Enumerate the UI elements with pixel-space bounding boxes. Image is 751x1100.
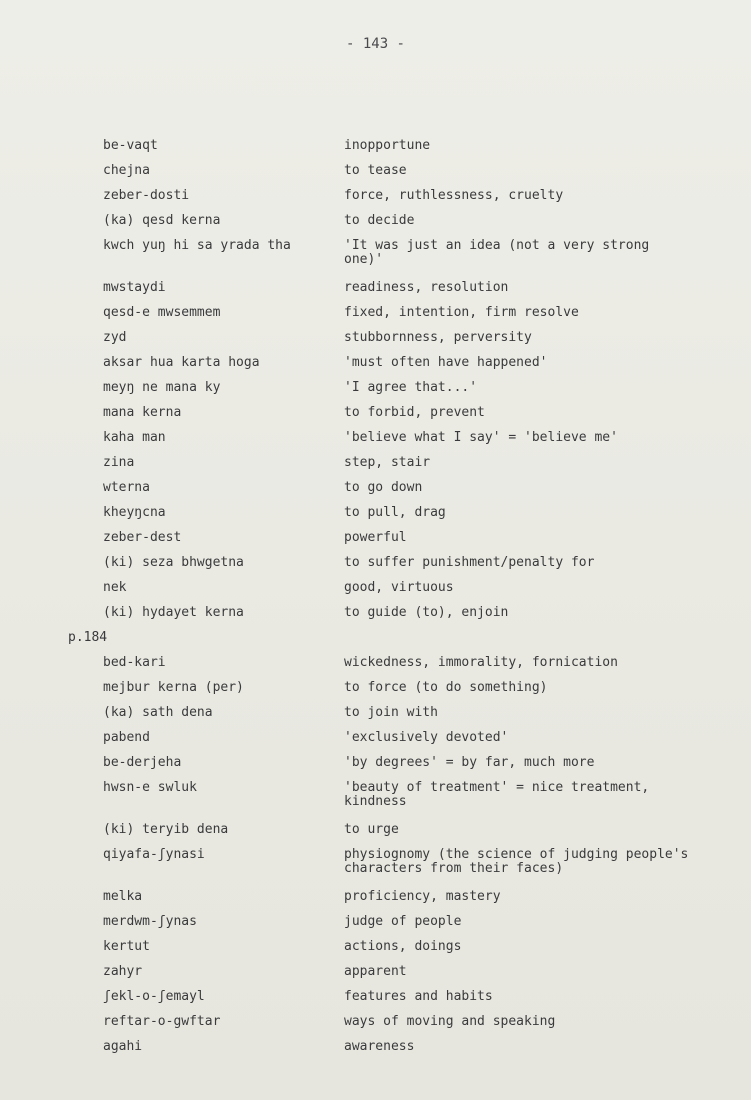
entry-term: chejna xyxy=(103,163,150,178)
glossary-entry xyxy=(0,379,751,404)
entry-gloss: ways of moving and speaking xyxy=(344,1014,556,1029)
glossary-entry xyxy=(0,679,751,704)
entry-gloss: 'exclusively devoted' xyxy=(344,730,509,745)
entry-gloss: to suffer punishment/penalty for xyxy=(344,555,595,570)
entry-term: qiyafa-ʃynasi xyxy=(103,847,205,862)
glossary-entry xyxy=(0,162,751,187)
glossary-entry xyxy=(0,304,751,329)
glossary-entry xyxy=(0,729,751,754)
glossary-entry xyxy=(0,913,751,938)
glossary-entry xyxy=(0,404,751,429)
glossary-entry xyxy=(0,187,751,212)
entry-term: melka xyxy=(103,889,143,904)
glossary-entry xyxy=(0,754,751,779)
entry-gloss: good, virtuous xyxy=(344,580,454,595)
entry-gloss: 'believe what I say' = 'believe me' xyxy=(344,430,618,445)
entry-gloss: 'It was just an idea (not a very strong one)' xyxy=(344,238,650,267)
entry-term: bed-kari xyxy=(103,655,166,670)
entry-term: be-vaqt xyxy=(103,138,158,153)
entry-gloss: step, stair xyxy=(344,455,431,470)
entry-term: zyd xyxy=(103,330,127,345)
entry-gloss: to guide (to), enjoin xyxy=(344,605,509,620)
glossary-entry xyxy=(0,821,751,846)
entry-term: kheyŋcna xyxy=(103,505,166,520)
glossary-entry xyxy=(0,654,751,679)
glossary-entry xyxy=(0,779,751,821)
entry-term: (ka) sath dena xyxy=(103,705,213,720)
entry-term: nek xyxy=(103,580,127,595)
glossary-entry xyxy=(0,529,751,554)
entry-term: kaha man xyxy=(103,430,166,445)
entry-gloss: judge of people xyxy=(344,914,462,929)
entry-term: (ka) qesd kerna xyxy=(103,213,221,228)
entry-term: be-derjeha xyxy=(103,755,182,770)
entry-term: kwch yuŋ hi sa yrada tha xyxy=(103,238,291,253)
entry-gloss: to urge xyxy=(344,822,399,837)
entry-term: zeber-dosti xyxy=(103,188,190,203)
entry-term: wterna xyxy=(103,480,150,495)
page-number: - 143 - xyxy=(345,36,405,52)
entry-gloss: powerful xyxy=(344,530,407,545)
entry-gloss: readiness, resolution xyxy=(344,280,509,295)
glossary-entry xyxy=(0,704,751,729)
entry-term: zahyr xyxy=(103,964,143,979)
glossary-entry xyxy=(0,212,751,237)
entry-term: mwstaydi xyxy=(103,280,166,295)
entry-term: pabend xyxy=(103,730,150,745)
entry-term: merdwm-ʃynas xyxy=(103,914,197,929)
section-marker xyxy=(0,629,751,654)
entry-term: qesd-e mwsemmem xyxy=(103,305,221,320)
entry-term: (ki) hydayet kerna xyxy=(103,605,244,620)
entry-gloss: proficiency, mastery xyxy=(344,889,501,904)
entry-gloss: to forbid, prevent xyxy=(344,405,485,420)
glossary-entry xyxy=(0,554,751,579)
entry-term: (ki) seza bhwgetna xyxy=(103,555,244,570)
entry-term: kertut xyxy=(103,939,150,954)
entry-gloss: to pull, drag xyxy=(344,505,446,520)
glossary-entry xyxy=(0,846,751,888)
glossary-entry xyxy=(0,1038,751,1063)
entry-term: ʃekl-o-ʃemayl xyxy=(103,989,205,1004)
glossary-entry xyxy=(0,988,751,1013)
glossary-entry xyxy=(0,1013,751,1038)
entry-gloss: features and habits xyxy=(344,989,493,1004)
glossary-entry xyxy=(0,888,751,913)
glossary-entry xyxy=(0,454,751,479)
glossary-entry xyxy=(0,354,751,379)
entry-gloss: wickedness, immorality, fornication xyxy=(344,655,618,670)
glossary-entry xyxy=(0,963,751,988)
entry-term: (ki) teryib dena xyxy=(103,822,229,837)
entry-gloss: to tease xyxy=(344,163,407,178)
entry-gloss: to go down xyxy=(344,480,423,495)
entry-gloss: 'must often have happened' xyxy=(344,355,548,370)
entry-gloss: apparent xyxy=(344,964,407,979)
glossary-entry xyxy=(0,279,751,304)
entry-gloss: 'I agree that...' xyxy=(344,380,478,395)
glossary-entry xyxy=(0,579,751,604)
glossary-entry xyxy=(0,938,751,963)
glossary-entry xyxy=(0,137,751,162)
entry-gloss: force, ruthlessness, cruelty xyxy=(344,188,564,203)
entry-gloss: awareness xyxy=(344,1039,415,1054)
entry-gloss: inopportune xyxy=(344,138,431,153)
entry-gloss: 'by degrees' = by far, much more xyxy=(344,755,595,770)
entry-term: agahi xyxy=(103,1039,143,1054)
glossary-section-1 xyxy=(0,137,751,629)
entry-term: zeber-dest xyxy=(103,530,182,545)
glossary-list xyxy=(0,137,751,1063)
glossary-entry xyxy=(0,479,751,504)
entry-gloss: to force (to do something) xyxy=(344,680,548,695)
glossary-entry xyxy=(0,429,751,454)
glossary-entry xyxy=(0,604,751,629)
entry-gloss: to join with xyxy=(344,705,438,720)
entry-gloss: 'beauty of treatment' = nice treatment, kindness xyxy=(344,780,650,809)
entry-gloss: stubbornness, perversity xyxy=(344,330,532,345)
entry-gloss: actions, doings xyxy=(344,939,462,954)
entry-term: reftar-o-gwftar xyxy=(103,1014,221,1029)
entry-gloss: fixed, intention, firm resolve xyxy=(344,305,579,320)
glossary-entry xyxy=(0,504,751,529)
entry-gloss: to decide xyxy=(344,213,415,228)
entry-term: hwsn-e swluk xyxy=(103,780,197,795)
glossary-section-2 xyxy=(0,654,751,1063)
entry-term: aksar hua karta hoga xyxy=(103,355,260,370)
entry-term: mejbur kerna (per) xyxy=(103,680,244,695)
entry-term: meyŋ ne mana ky xyxy=(103,380,221,395)
entry-term: zina xyxy=(103,455,135,470)
glossary-entry xyxy=(0,237,751,279)
entry-term: mana kerna xyxy=(103,405,182,420)
glossary-entry xyxy=(0,329,751,354)
section-marker-label: p.184 xyxy=(68,630,108,645)
entry-gloss: physiognomy (the science of judging people's characters from their faces) xyxy=(344,847,689,876)
